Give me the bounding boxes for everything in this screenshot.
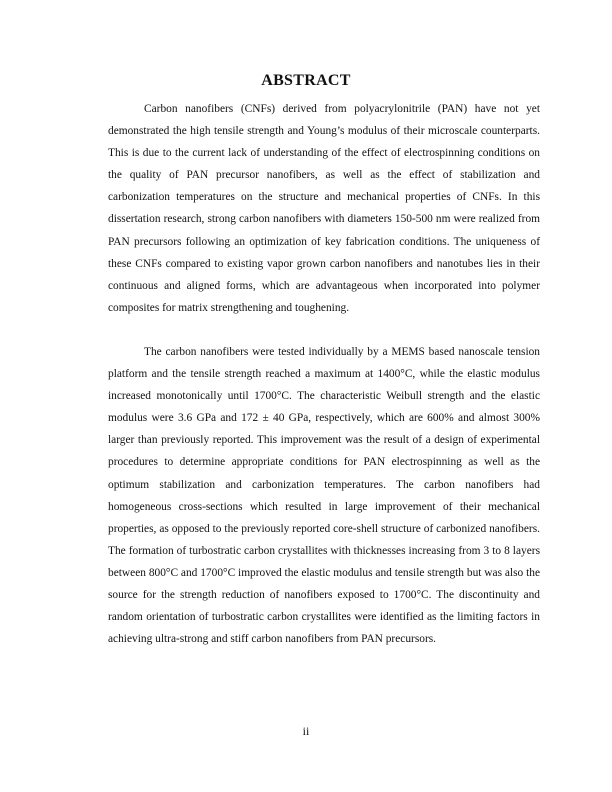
page-title: ABSTRACT [261, 72, 351, 89]
page-number: ii [302, 724, 310, 738]
abstract-paragraph-2: The carbon nanofibers were tested individually by a MEMS based nanoscale tension platform and the tensile strength reached a maximum at 1400°C, while the elastic modulus increased monotonically until 1700°C. The characteristic Weibull strength and the elastic modulus were 3.6 GPa and 172 ± 40 GPa, respectively, which are 600% and almost 300% larger than previously reported. This improvement was the result of a design of experimental procedures to determine appropriate conditions for PAN electrospinning as well as the optimum stabilization and carbonization temperatures. The carbon nanofibers had homogeneous cross-sections which resulted in large improvement of their mechanical properties, as opposed to the previously reported core-shell structure of carbonized nanofibers. The formation of turbostratic carbon crystallites with thicknesses increasing from 3 to 8 layers between 800°C and 1700°C improved the elastic modulus and tensile strength but was also the source for the strength reduction of nanofibers exposed to 1700°C. The discontinuity and random orientation of turbostratic carbon crystallites were identified as the limiting factors in achieving ultra-strong and stiff carbon nanofibers from PAN precursors. [108, 346, 540, 646]
abstract-paragraph-1: Carbon nanofibers (CNFs) derived from polyacrylonitrile (PAN) have not yet demonstrated the high tensile strength and Young’s modulus of their microscale counterparts. This is due to the current lack of understanding of the effect of electrospinning conditions on the quality of PAN precursor nanofibers, as well as the effect of stabilization and carbonization temperatures on the structure and mechanical properties of CNFs. In this dissertation research, strong carbon nanofibers with diameters 150-500 nm were realized from PAN precursors following an optimization of key fabrication conditions. The uniqueness of these CNFs compared to existing vapor grown carbon nanofibers and nanotubes lies in their continuous and aligned forms, which are advantageous when incorporated into polymer composites for matrix strengthening and toughening. [108, 103, 540, 314]
